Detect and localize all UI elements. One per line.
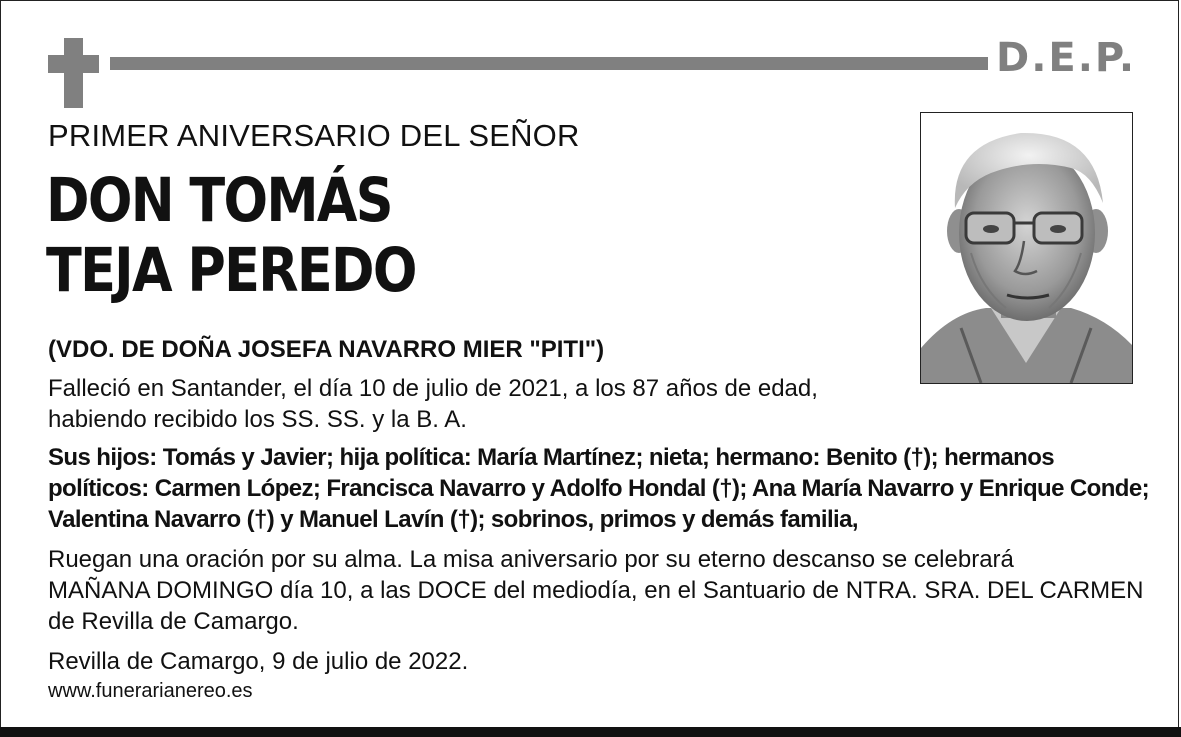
- dep-label: D.E.P.: [996, 35, 1137, 81]
- website-link[interactable]: www.funerarianereo.es: [48, 680, 253, 702]
- intro-line: PRIMER ANIVERSARIO DEL SEÑOR: [48, 118, 580, 153]
- family-line: Sus hijos: Tomás y Javier; hija política: María Martínez; nieta; hermano: Benito (†); hermanos: [48, 444, 1055, 471]
- family-line: Valentina Navarro (†) y Manuel Lavín (†); sobrinos, primos y demás familia,: [48, 506, 858, 533]
- mass-notice-line: de Revilla de Camargo.: [48, 608, 299, 635]
- name-line-1: DON TOMÁS: [46, 165, 392, 236]
- mass-notice-line: MAÑANA DOMINGO día 10, a las DOCE del mediodía, en el Santuario de NTRA. SRA. DEL CARMEN: [48, 577, 1144, 604]
- widow-line: (VDO. DE DOÑA JOSEFA NAVARRO MIER "PITI"): [48, 336, 605, 363]
- header-rule: [110, 57, 988, 70]
- family-line: políticos: Carmen López; Francisca Navarro y Adolfo Hondal (†); Ana María Navarro y Enrique Conde;: [48, 475, 1149, 502]
- place-date: Revilla de Camargo, 9 de julio de 2022.: [48, 648, 469, 675]
- family-list: [48, 442, 1149, 535]
- mass-notice-line: Ruegan una oración por su alma. La misa aniversario por su eterno descanso se celebrará: [48, 546, 1014, 573]
- mass-notice: [48, 544, 1144, 637]
- death-notice-line: Falleció en Santander, el día 10 de julio de 2021, a los 87 años de edad,: [48, 375, 818, 402]
- deceased-name: [46, 166, 416, 306]
- death-notice-line: habiendo recibido los SS. SS. y la B. A.: [48, 406, 467, 433]
- name-line-2: TEJA PEREDO: [46, 235, 416, 306]
- portrait-photo: [920, 112, 1133, 384]
- death-notice: [48, 373, 818, 435]
- bottom-border: [0, 727, 1181, 737]
